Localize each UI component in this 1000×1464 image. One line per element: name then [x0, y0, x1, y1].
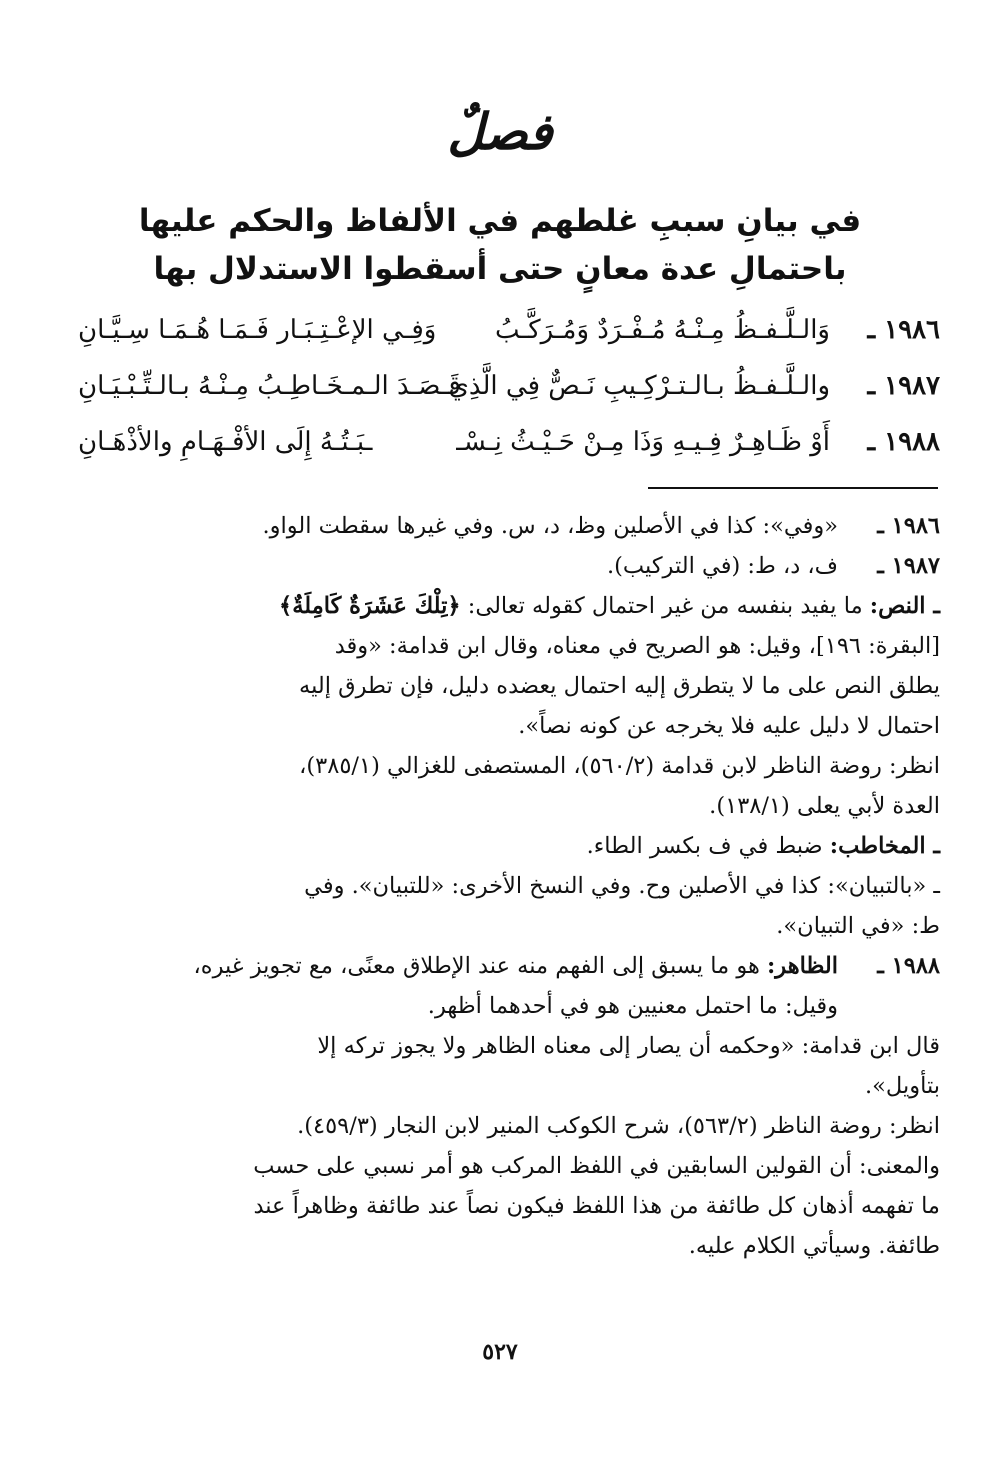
section-title: فصلٌ — [447, 102, 553, 161]
verse-first-hemistich: أَوْ ظَـاهِـرٌ فِـيـهِ وَذَا مِـنْ حَـيْـثُ نِـسْـ — [456, 427, 830, 457]
quran-quote: ﴿تِلْكَ عَشَرَةٌ كَامِلَةٌ﴾ — [279, 593, 461, 619]
verse-second-hemistich: قَـصَـدَ الـمـخَـاطِـبُ مِـنْـهُ بـالـتِّـبْـيَـانِ — [78, 371, 461, 401]
footnote-number: ١٩٨٧ ـ — [877, 553, 940, 579]
footnote-separator — [648, 487, 938, 489]
footnote-number: ١٩٨٦ ـ — [877, 513, 940, 539]
footnote-1987-mukhatib — [76, 826, 940, 866]
footnote-1987-nass — [76, 586, 940, 746]
page-number: ٥٢٧ — [482, 1339, 518, 1365]
verse-second-hemistich: ـبَـتُـهُ إِلَى الأفْـهَـامِ والأذْهَـانِ — [78, 427, 373, 457]
footnotes — [76, 506, 940, 1266]
footnote-text: بتأويل». — [865, 1073, 940, 1099]
footnote-text: يطلق النص على ما لا يتطرق إليه احتمال يعضده دليل، فإن تطرق إليه — [299, 673, 940, 699]
section-heading — [60, 197, 940, 293]
heading-line-1: في بيانِ سببِ غلطهم في الألفاظ والحكم عليها — [138, 203, 862, 239]
footnote-1988-meaning — [76, 1146, 940, 1266]
footnote-text: [البقرة: ١٩٦]، وقيل: هو الصريح في معناه، وقال ابن قدامة: «وقد — [334, 633, 940, 659]
footnote-text: قال ابن قدامة: «وحكمه أن يصار إلى معناه الظاهر ولا يجوز تركه إلا — [317, 1033, 940, 1059]
footnote-text: انظر: روضة الناظر لابن قدامة (٥٦٠/٢)، المستصفى للغزالي (٣٨٥/١)، — [299, 753, 940, 779]
verse-number: ١٩٨٦ ـ — [867, 315, 940, 345]
footnote-1987-reference — [76, 746, 940, 826]
footnote-1987 — [76, 546, 940, 586]
footnote-text: ـ «بالتبيان»: كذا في الأصلين وح. وفي النسخ الأخرى: «للتبيان». وفي — [304, 873, 940, 899]
term-label: ـ المخاطب: — [829, 833, 940, 859]
footnote-text: انظر: روضة الناظر (٥٦٣/٢)، شرح الكوكب المنير لابن النجار (٤٥٩/٣). — [297, 1113, 940, 1139]
footnote-text: هو ما يسبق إلى الفهم منه عند الإطلاق معنًى، مع تجويز غيره، — [193, 953, 760, 979]
footnote-text: ف، د، ط: (في التركيب). — [607, 553, 838, 579]
footnote-text: والمعنى: أن القولين السابقين في اللفظ المركب هو أمر نسبي على حسب — [253, 1153, 940, 1179]
verse-block — [78, 302, 940, 470]
footnote-1988-qudama — [76, 1026, 940, 1106]
footnote-1987-tibyan — [76, 866, 940, 946]
term-label: ـ النص: — [869, 593, 940, 619]
footnote-1988 — [76, 946, 940, 1026]
heading-line-2: باحتمالِ عدة معانٍ حتى أسقطوا الاستدلال بها — [153, 251, 847, 287]
verse-1987 — [78, 358, 940, 414]
verse-1986 — [78, 302, 940, 358]
footnote-text: طائفة. وسيأتي الكلام عليه. — [688, 1233, 940, 1259]
footnote-text: ما يفيد بنفسه من غير احتمال كقوله تعالى: — [467, 593, 863, 619]
verse-number: ١٩٨٨ ـ — [867, 427, 940, 457]
verse-number: ١٩٨٧ ـ — [867, 371, 940, 401]
footnote-number: ١٩٨٨ ـ — [877, 953, 940, 979]
footnote-1986 — [76, 506, 940, 546]
verse-1988 — [78, 414, 940, 470]
footnote-text: احتمال لا دليل عليه فلا يخرجه عن كونه نصاً». — [518, 713, 940, 739]
term-label: الظاهر: — [766, 953, 838, 979]
verse-first-hemistich: وَالـلَّـفـظُ مِـنْـهُ مُـفْـرَدٌ وَمُـرَكَّـبُ — [495, 315, 830, 345]
footnote-text: ضبط في ف بكسر الطاء. — [586, 833, 823, 859]
footnote-text: ط: «في التبيان». — [776, 913, 940, 939]
footnote-text: «وفي»: كذا في الأصلين وظ، د، س. وفي غيرها سقطت الواو. — [262, 513, 838, 539]
footnote-1988-reference — [76, 1106, 940, 1146]
footnote-text: وقيل: ما احتمل معنيين هو في أحدهما أظهر. — [427, 993, 838, 1019]
verse-second-hemistich: وَفِـي الإعْـتِـبَـار فَـمَـا هُـمَـا سِـيَّـانِ — [78, 315, 437, 345]
verse-first-hemistich: والـلَّـفـظُ بـالـتـرْكِـيبِ نَـصٌّ فِي الَّذِي — [448, 371, 830, 401]
footnote-text: ما تفهمه أذهان كل طائفة من هذا اللفظ فيكون نصاً عند طائفة وظاهراً عند — [253, 1193, 940, 1219]
footnote-text: العدة لأبي يعلى (١٣٨/١). — [709, 793, 940, 819]
